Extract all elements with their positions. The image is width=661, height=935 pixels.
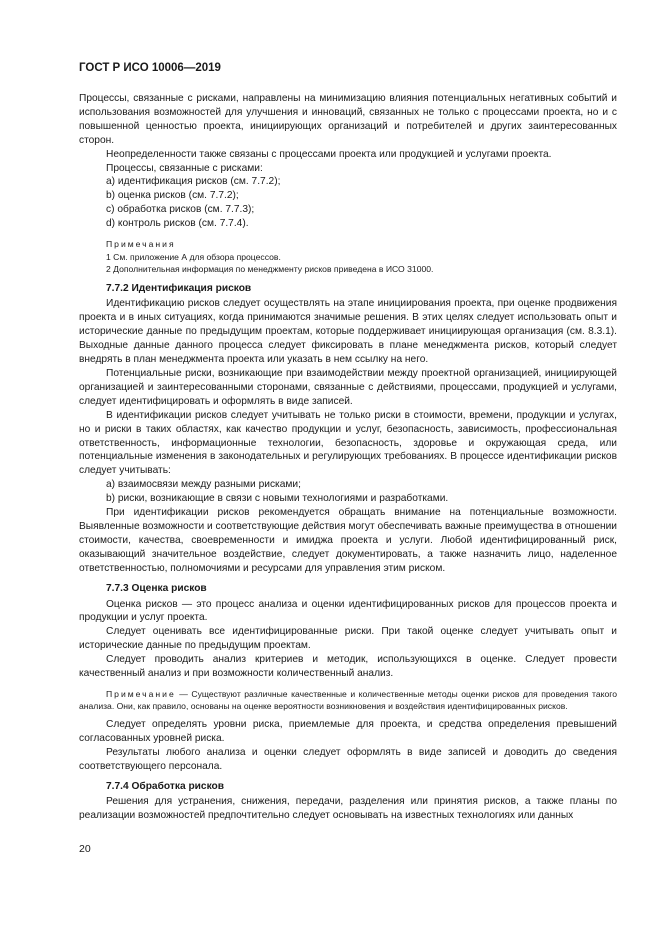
paragraph: Решения для устранения, снижения, передачи, разделения или принятия рисков, а также планы по реализации возможностей предпочтительно следует основывать на известных технологиях или данных	[79, 796, 617, 822]
note-item: 2 Дополнительная информация по менеджменту рисков приведена в ИСО 31000.	[106, 264, 434, 275]
paragraph: Идентификацию рисков следует осуществлять на этапе инициирования проекта, при оценке продвижения проекта и в иных ситуациях, когда принимаются значимые решения. В этих целях следует использовать опыт и исторические данные по предыдущим проектам, которые поддерживает инициирующая организация (см. 8.3.1). Выходные данные данного процесса следует фиксировать в плане менеджмента рисков, который следует внедрять в план менеджмента проекта или указать в нем ссылку на него.	[79, 298, 617, 366]
paragraph: Следует оценивать все идентифицированные риски. При такой оценке следует учитывать опыт и исторические данные по предыдущим проектам.	[79, 626, 617, 652]
paragraph: Следует проводить анализ критериев и методик, использующихся в оценке. Следует провести качественный анализ и при возможности количественный анализ.	[79, 654, 617, 680]
note-item: 1 См. приложение А для обзора процессов.	[106, 251, 281, 262]
paragraph: Результаты любого анализа и оценки следует оформлять в виде записей и доводить до сведения соответствующего персонала.	[79, 746, 617, 772]
list-item: а) взаимосвязи между разными рисками;	[106, 479, 301, 491]
notes-block	[79, 238, 617, 276]
page-content	[79, 92, 617, 823]
paragraph: Процессы, связанные с рисками, направлены на минимизацию влияния потенциальных негативных событий и использования возможностей для улучшения и инноваций, связанных не только с процессами проекта, но и с повышенной ценностью проекта, инициирующих организаций и потребителей и других заинтересованных сторон.	[79, 93, 617, 146]
note-title: Примечание	[106, 688, 176, 699]
notes-title: Примечания	[106, 239, 176, 250]
paragraph: При идентификации рисков рекомендуется обращать внимание на потенциальные возможности. Выявленные возможности и соответствующие действия могут обеспечивать важные преимущества в отношении стоимости, качества, своевременности и имиджа проекта и услуги. Любой идентифицированный риск, оказывающий значительное воздействие, следует документировать, а также назначить лицо, наделенное ответственностью, полномочиями и ресурсами для управления этим риском.	[79, 507, 617, 574]
list-item: b) оценка рисков (см. 7.7.2);	[106, 190, 239, 202]
paragraph: Оценка рисков — это процесс анализа и оценки идентифицированных рисков для процессов проекта и продукции и услуг проекта.	[79, 598, 617, 624]
list-item: а) идентификация рисков (см. 7.7.2);	[106, 176, 281, 188]
list-item: c) обработка рисков (см. 7.7.3);	[106, 204, 255, 216]
list-item: b) риски, возникающие в связи с новыми технологиями и разработками.	[106, 493, 449, 505]
page-header: ГОСТ Р ИСО 10006—2019	[79, 62, 221, 74]
note-block	[79, 688, 617, 713]
list-item: d) контроль рисков (см. 7.7.4).	[106, 218, 249, 230]
section-heading: 7.7.4 Обработка рисков	[106, 780, 225, 792]
paragraph: Неопределенности также связаны с процессами проекта или продукцией и услугами проекта.	[106, 148, 552, 160]
page-number: 20	[79, 843, 91, 855]
section-heading: 7.7.3 Оценка рисков	[106, 582, 207, 594]
note-text: — Существуют различные качественные и количественные методы оценки рисков для проведения такого анализа. Они, как правило, основаны на оценке вероятности возникновения и воздействия идентифицированных рисков.	[79, 688, 617, 712]
paragraph: Процессы, связанные с рисками:	[106, 162, 263, 174]
paragraph: Потенциальные риски, возникающие при взаимодействии между проектной организацией, инициирующей организацией и заинтересованными сторонами, связанные с действиями, процессами, продукцией и услугами, следует идентифицировать и оформлять в виде записей.	[79, 368, 617, 407]
paragraph: Следует определять уровни риска, приемлемые для проекта, и средства определения превышений согласованных уровней риска.	[79, 718, 617, 744]
section-heading: 7.7.2 Идентификация рисков	[106, 282, 252, 294]
paragraph: В идентификации рисков следует учитывать не только риски в стоимости, времени, продукции и услугах, но и риски в таких областях, как качество продукции и услуг, безопасность, зависимость, профессиональная ответственность, информационные технологии, безопасность, здоровье и окружающая среда, или потенциальные изменения в законодательных и регулирующих требованиях. В процессе идентификации рисков следует учитывать:	[79, 409, 617, 477]
